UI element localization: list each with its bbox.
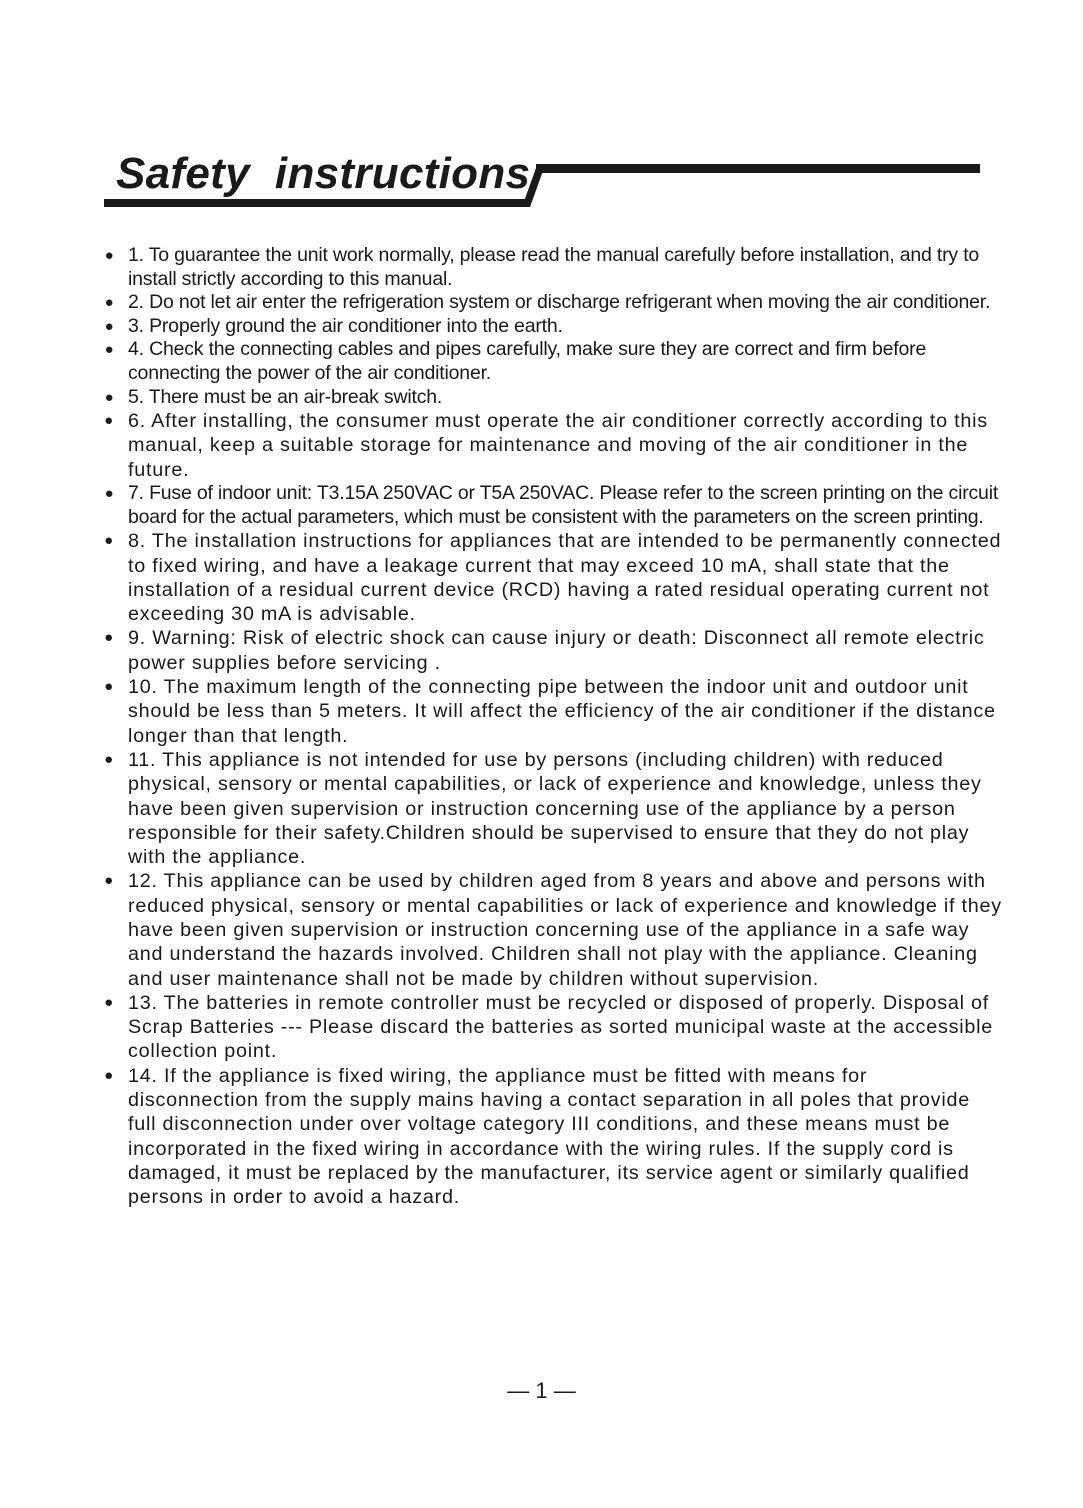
- list-item: [104, 338, 1004, 385]
- list-item-text: 5. There must be an air-break switch.: [128, 385, 443, 408]
- list-item-text: 6. After installing, the consumer must operate the air conditioner correctly according to this manual, keep a suitable storage for maintenance and moving of the air conditioner in the future.: [128, 410, 988, 481]
- list-item-text: 3. Properly ground the air conditioner into the earth.: [128, 314, 563, 337]
- list-item-text: 7. Fuse of indoor unit: T3.15A 250VAC or T5A 250VAC. Please refer to the screen printing on the circuit board for the actual parameters, which must be consistent with the parameters on the screen printing.: [128, 482, 999, 528]
- bullet-icon: ●: [104, 532, 114, 550]
- list-item-text: 14. If the appliance is fixed wiring, the appliance must be fitted with means for disconnection from the supply mains having a contact separation in all poles that provide full disconnection under over voltage category III conditions, and these means must be incorporated in the fixed wiring in accordance with the wiring rules. If the supply cord is damaged, it must be replaced by the manufacturer, its service agent or similarly qualified persons in order to avoid a hazard.: [128, 1064, 970, 1209]
- bullet-icon: ●: [104, 678, 114, 696]
- bullet-icon: ●: [104, 388, 114, 406]
- list-item: [104, 291, 1004, 315]
- list-item: [104, 748, 1004, 869]
- list-item: [104, 991, 1004, 1064]
- page-title: Safety instructions: [116, 149, 531, 198]
- bullet-icon: ●: [104, 993, 114, 1011]
- page-number: — 1 —: [507, 1378, 576, 1403]
- section-title-block: [104, 148, 980, 210]
- list-item-text: 1. To guarantee the unit work normally, please read the manual carefully before installation, and try to install strictly according to this manual.: [128, 244, 980, 290]
- list-item-text: 2. Do not let air enter the refrigeration system or discharge refrigerant when moving the air conditioner.: [128, 291, 991, 314]
- list-item: [104, 529, 1004, 626]
- bullet-icon: ●: [104, 872, 114, 890]
- list-item: [104, 675, 1004, 748]
- bullet-icon: ●: [104, 485, 114, 503]
- list-item: [104, 626, 1004, 675]
- safety-instructions-list: [104, 244, 1004, 1210]
- list-item: [104, 482, 1004, 529]
- list-item: [104, 315, 1004, 339]
- list-item: [104, 869, 1004, 990]
- list-item: [104, 409, 1004, 482]
- list-item-text: 8. The installation instructions for appliances that are intended to be permanently connected to fixed wiring, and have a leakage current that may exceed 10 mA, shall state that the installation of a residual current device (RCD) having a rated residual operating current not exceeding 30 mA is advisable.: [128, 530, 1002, 626]
- bullet-icon: ●: [104, 317, 114, 335]
- list-item-text: 9. Warning: Risk of electric shock can cause injury or death: Disconnect all remote electric power supplies before servicing .: [128, 627, 985, 674]
- list-item-text: 10. The maximum length of the connecting pipe between the indoor unit and outdoor unit should be less than 5 meters. It will affect the efficiency of the air conditioner if the distance longer than that length.: [128, 676, 996, 747]
- bullet-icon: ●: [104, 629, 114, 647]
- list-item-text: 4. Check the connecting cables and pipes carefully, make sure they are correct and firm before connecting the power of the air conditioner.: [128, 338, 927, 384]
- list-item: [104, 386, 1004, 410]
- list-item-text: 12. This appliance can be used by children aged from 8 years and above and persons with reduced physical, sensory or mental capabilities or lack of experience and knowledge if they have been given supervision or instruction concerning use of the appliance in a safe way and understand the hazards involved. Children shall not play with the appliance. Cleaning and user maintenance shall not be made by children without supervision.: [128, 870, 1002, 990]
- bullet-icon: ●: [104, 412, 114, 430]
- bullet-icon: ●: [104, 341, 114, 359]
- list-item-text: 11. This appliance is not intended for use by persons (including children) with reduced physical, sensory or mental capabilities, or lack of experience and knowledge, unless they have been given supervision or instruction concerning use of the appliance by a person responsible for their safety.Children should be supervised to ensure that they do not play with the appliance.: [128, 748, 982, 869]
- bullet-icon: ●: [104, 247, 114, 264]
- bullet-icon: ●: [104, 1066, 114, 1084]
- list-item: [104, 244, 1004, 291]
- bullet-icon: ●: [104, 750, 114, 768]
- bullet-icon: ●: [104, 294, 114, 312]
- list-item-text: 13. The batteries in remote controller must be recycled or disposed of properly. Disposal of Scrap Batteries --- Please discard the batteries as sorted municipal waste at the accessible collection point.: [128, 991, 994, 1063]
- list-item: [104, 1064, 1004, 1210]
